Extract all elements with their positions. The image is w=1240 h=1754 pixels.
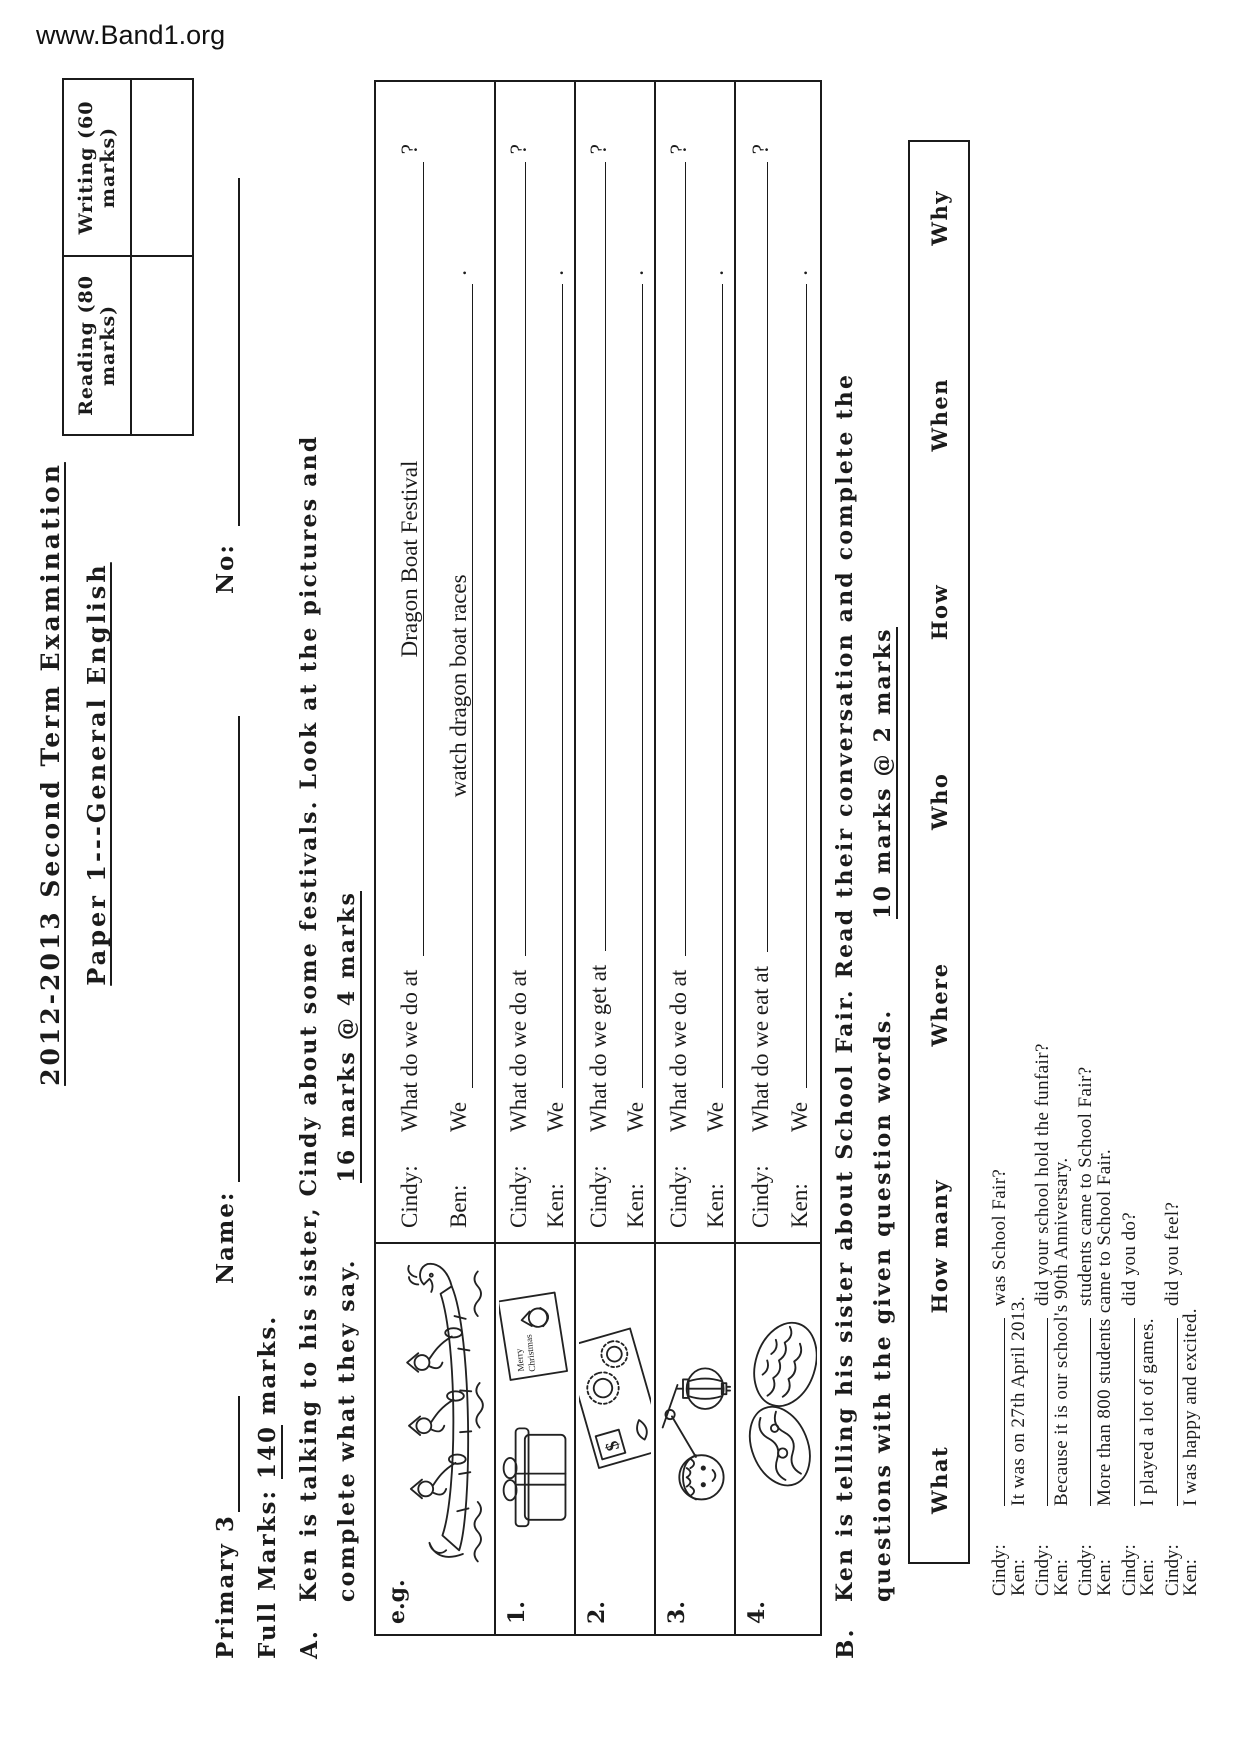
question-words-box bbox=[908, 140, 970, 1564]
dialogue-blank[interactable] bbox=[1116, 1318, 1135, 1506]
reading-marks-header: Reading (80 marks) bbox=[75, 275, 119, 416]
answer-blank[interactable] bbox=[501, 162, 526, 956]
dialogue-line bbox=[1116, 136, 1138, 1596]
dialogue-text: I played a lot of games. bbox=[1137, 1318, 1159, 1506]
answer-prefix: We bbox=[702, 1101, 728, 1132]
writing-marks-header: Writing (60 marks) bbox=[64, 80, 130, 257]
answer-prefix: We bbox=[445, 1101, 471, 1132]
name-label: Name: bbox=[212, 1190, 239, 1284]
answer-line bbox=[618, 82, 649, 1228]
row-number: 3. bbox=[664, 1601, 690, 1624]
question-line bbox=[397, 82, 424, 1228]
speaker-label: Cindy: bbox=[1118, 1544, 1140, 1596]
answer-text: Dragon Boat Festival bbox=[397, 460, 423, 658]
section-a-table bbox=[374, 80, 822, 1636]
table-row bbox=[734, 82, 820, 1634]
answer-prefix: We bbox=[622, 1101, 648, 1132]
question-word: How many bbox=[926, 1178, 952, 1314]
dialogue-line bbox=[1029, 136, 1054, 1596]
full-stop: . bbox=[786, 270, 812, 276]
question-word: Where bbox=[926, 962, 952, 1047]
question-mark: ? bbox=[586, 144, 612, 155]
row-number: 1. bbox=[504, 1601, 530, 1624]
dialogue-line bbox=[1072, 136, 1097, 1596]
answer-blank[interactable] bbox=[782, 284, 807, 1088]
marks-table bbox=[62, 78, 194, 436]
red-packet-picture bbox=[576, 1244, 654, 1574]
dialogue-cell bbox=[576, 82, 654, 1244]
section-a-instruction-2: complete what they say. 16 marks @ 4 marks bbox=[334, 890, 360, 1602]
full-stop: . bbox=[542, 270, 568, 276]
full-stop: . bbox=[622, 270, 648, 276]
question-text: What do we do at bbox=[506, 969, 532, 1132]
dialogue-text: did you feel? bbox=[1161, 1201, 1183, 1306]
reading-score-cell[interactable] bbox=[132, 257, 192, 434]
full-marks-suffix: marks. bbox=[254, 1314, 281, 1415]
speaker-label: Cindy: bbox=[1161, 1544, 1183, 1596]
dialogue-line bbox=[1159, 136, 1181, 1596]
section-b-instruction-1: Ken is telling his sister about School Fair. Read their conversation and complete the bbox=[832, 372, 858, 1602]
exam-title: 2012-2013 Second Term Examination bbox=[36, 462, 65, 1086]
answer-line bbox=[698, 82, 729, 1228]
section-a-label: A. bbox=[296, 1629, 323, 1659]
speaker-label: Cindy: bbox=[1032, 1544, 1054, 1596]
paper-subtitle: Paper 1---General English bbox=[82, 562, 111, 986]
speaker-label: Cindy: bbox=[506, 1165, 532, 1228]
answer-prefix: We bbox=[542, 1101, 568, 1132]
speaker-label: Cindy: bbox=[666, 1165, 692, 1228]
answer-blank[interactable] bbox=[661, 162, 686, 956]
row-number: e.g. bbox=[384, 1579, 410, 1624]
dialogue-line bbox=[986, 136, 1008, 1596]
speaker-label: Ken: bbox=[1007, 1559, 1029, 1596]
writing-score-cell[interactable] bbox=[132, 80, 192, 257]
question-mark: ? bbox=[506, 144, 532, 155]
question-mark: ? bbox=[666, 144, 692, 155]
speaker-label: Ben: bbox=[445, 1184, 471, 1228]
speaker-label: Ken: bbox=[786, 1183, 812, 1228]
section-b-dialogue bbox=[986, 136, 1202, 1596]
dialogue-cell bbox=[736, 82, 820, 1244]
question-mark: ? bbox=[397, 144, 423, 155]
speaker-label: Cindy: bbox=[586, 1165, 612, 1228]
section-b-marks-note: 10 marks @ 2 marks bbox=[870, 627, 896, 919]
dialogue-text: Because it is our school's 90th Anniversary. bbox=[1050, 1157, 1072, 1506]
christmas-present-picture bbox=[496, 1244, 574, 1574]
table-row bbox=[654, 82, 734, 1634]
svg-text:Merry: Merry bbox=[513, 1348, 527, 1373]
dialogue-blank[interactable] bbox=[1159, 1318, 1178, 1506]
row-number: 2. bbox=[584, 1601, 610, 1624]
full-stop: . bbox=[702, 270, 728, 276]
full-stop: . bbox=[445, 270, 471, 276]
question-line bbox=[661, 82, 692, 1228]
question-word: What bbox=[926, 1445, 952, 1514]
dialogue-blank[interactable] bbox=[1029, 1318, 1048, 1506]
question-line bbox=[501, 82, 532, 1228]
question-word: Who bbox=[926, 772, 952, 831]
section-a-marks-note: 16 marks @ 4 marks bbox=[334, 890, 360, 1183]
speaker-label: Ken: bbox=[1050, 1559, 1072, 1596]
dialogue-line bbox=[1137, 136, 1159, 1596]
answer-blank[interactable] bbox=[698, 284, 723, 1088]
speaker-label: Ken: bbox=[702, 1183, 728, 1228]
dialogue-text: did you do? bbox=[1118, 1211, 1140, 1306]
speaker-label: Ken: bbox=[622, 1183, 648, 1228]
dialogue-line bbox=[1180, 136, 1202, 1596]
speaker-label: Cindy: bbox=[397, 1165, 423, 1228]
answer-line bbox=[446, 82, 473, 1228]
row-number: 4. bbox=[744, 1601, 770, 1624]
full-marks-label: Full Marks: bbox=[254, 1489, 281, 1659]
answer-blank[interactable] bbox=[538, 284, 563, 1088]
table-row bbox=[574, 82, 654, 1634]
question-word: When bbox=[926, 377, 952, 452]
no-label: No: bbox=[212, 543, 239, 594]
marks-table-header-row bbox=[64, 80, 132, 434]
dialogue-line bbox=[1094, 136, 1116, 1596]
speaker-label: Cindy: bbox=[1075, 1544, 1097, 1596]
dialogue-line bbox=[1008, 136, 1030, 1596]
speaker-label: Ken: bbox=[1180, 1559, 1202, 1596]
no-blank[interactable] bbox=[212, 178, 240, 526]
watermark: www.Band1.org bbox=[36, 20, 226, 50]
dialogue-text: I was happy and excited. bbox=[1180, 1308, 1202, 1506]
question-word: Why bbox=[926, 190, 952, 246]
question-line bbox=[743, 82, 774, 1228]
svg-text:$: $ bbox=[601, 1438, 624, 1454]
primary-label: Primary 3 bbox=[212, 1514, 239, 1659]
question-word: How bbox=[926, 583, 952, 641]
section-b-label: B. bbox=[832, 1627, 859, 1659]
dialogue-text: More than 800 students came to School Fair. bbox=[1093, 1148, 1115, 1506]
question-text: What do we get at bbox=[586, 964, 612, 1132]
full-marks-line bbox=[254, 1315, 281, 1659]
dialogue-text: students came to School Fair? bbox=[1075, 1066, 1097, 1306]
child-with-lantern-picture bbox=[656, 1244, 734, 1574]
answer-blank[interactable] bbox=[743, 162, 768, 952]
speaker-label: Ken: bbox=[1137, 1559, 1159, 1596]
answer-text: watch dragon boat races bbox=[445, 574, 471, 798]
speaker-label: Ken: bbox=[542, 1183, 568, 1228]
decorated-eggs-picture bbox=[736, 1244, 820, 1574]
answer-line bbox=[782, 82, 813, 1228]
dialogue-cell bbox=[496, 82, 574, 1244]
question-mark: ? bbox=[748, 144, 774, 155]
section-b-instruction-2: questions with the given question words. 10 marks @ 2 marks bbox=[870, 627, 896, 1602]
dialogue-cell bbox=[656, 82, 734, 1244]
section-a-instruction-1: Ken is talking to his sister, Cindy about some festivals. Look at the pictures and bbox=[296, 434, 322, 1602]
answer-blank[interactable] bbox=[397, 162, 424, 956]
dialogue-blank[interactable] bbox=[986, 1318, 1005, 1506]
answer-blank[interactable] bbox=[446, 284, 473, 1088]
dialogue-text: did your school hold the funfair? bbox=[1032, 1043, 1054, 1306]
question-text: What do we do at bbox=[666, 969, 692, 1132]
speaker-label: Cindy: bbox=[989, 1544, 1010, 1596]
answer-blank[interactable] bbox=[581, 162, 606, 950]
exam-title-line bbox=[36, 74, 65, 1474]
dragon-boat-picture bbox=[376, 1244, 494, 1574]
speaker-label: Cindy: bbox=[748, 1165, 774, 1228]
marks-table-score-row bbox=[132, 80, 192, 434]
svg-text:Christmas: Christmas bbox=[523, 1333, 538, 1373]
dialogue-cell bbox=[376, 82, 494, 1244]
full-marks-value: 140 bbox=[254, 1424, 281, 1479]
table-row bbox=[494, 82, 574, 1634]
dialogue-text: It was on 27th April 2013. bbox=[1007, 1296, 1029, 1506]
answer-line bbox=[538, 82, 569, 1228]
answer-prefix: We bbox=[786, 1101, 812, 1132]
table-row bbox=[376, 82, 494, 1634]
speaker-label: Ken: bbox=[1093, 1559, 1115, 1596]
dialogue-blank[interactable] bbox=[1072, 1318, 1091, 1506]
name-blank[interactable] bbox=[212, 716, 240, 1182]
question-text: What do we eat at bbox=[748, 965, 774, 1132]
class-blank[interactable] bbox=[212, 1396, 240, 1512]
dialogue-line bbox=[1051, 136, 1073, 1596]
question-text: What do we do at bbox=[397, 969, 423, 1132]
dialogue-text: was School Fair? bbox=[989, 1168, 1010, 1306]
answer-blank[interactable] bbox=[618, 284, 643, 1088]
question-line bbox=[581, 82, 612, 1228]
